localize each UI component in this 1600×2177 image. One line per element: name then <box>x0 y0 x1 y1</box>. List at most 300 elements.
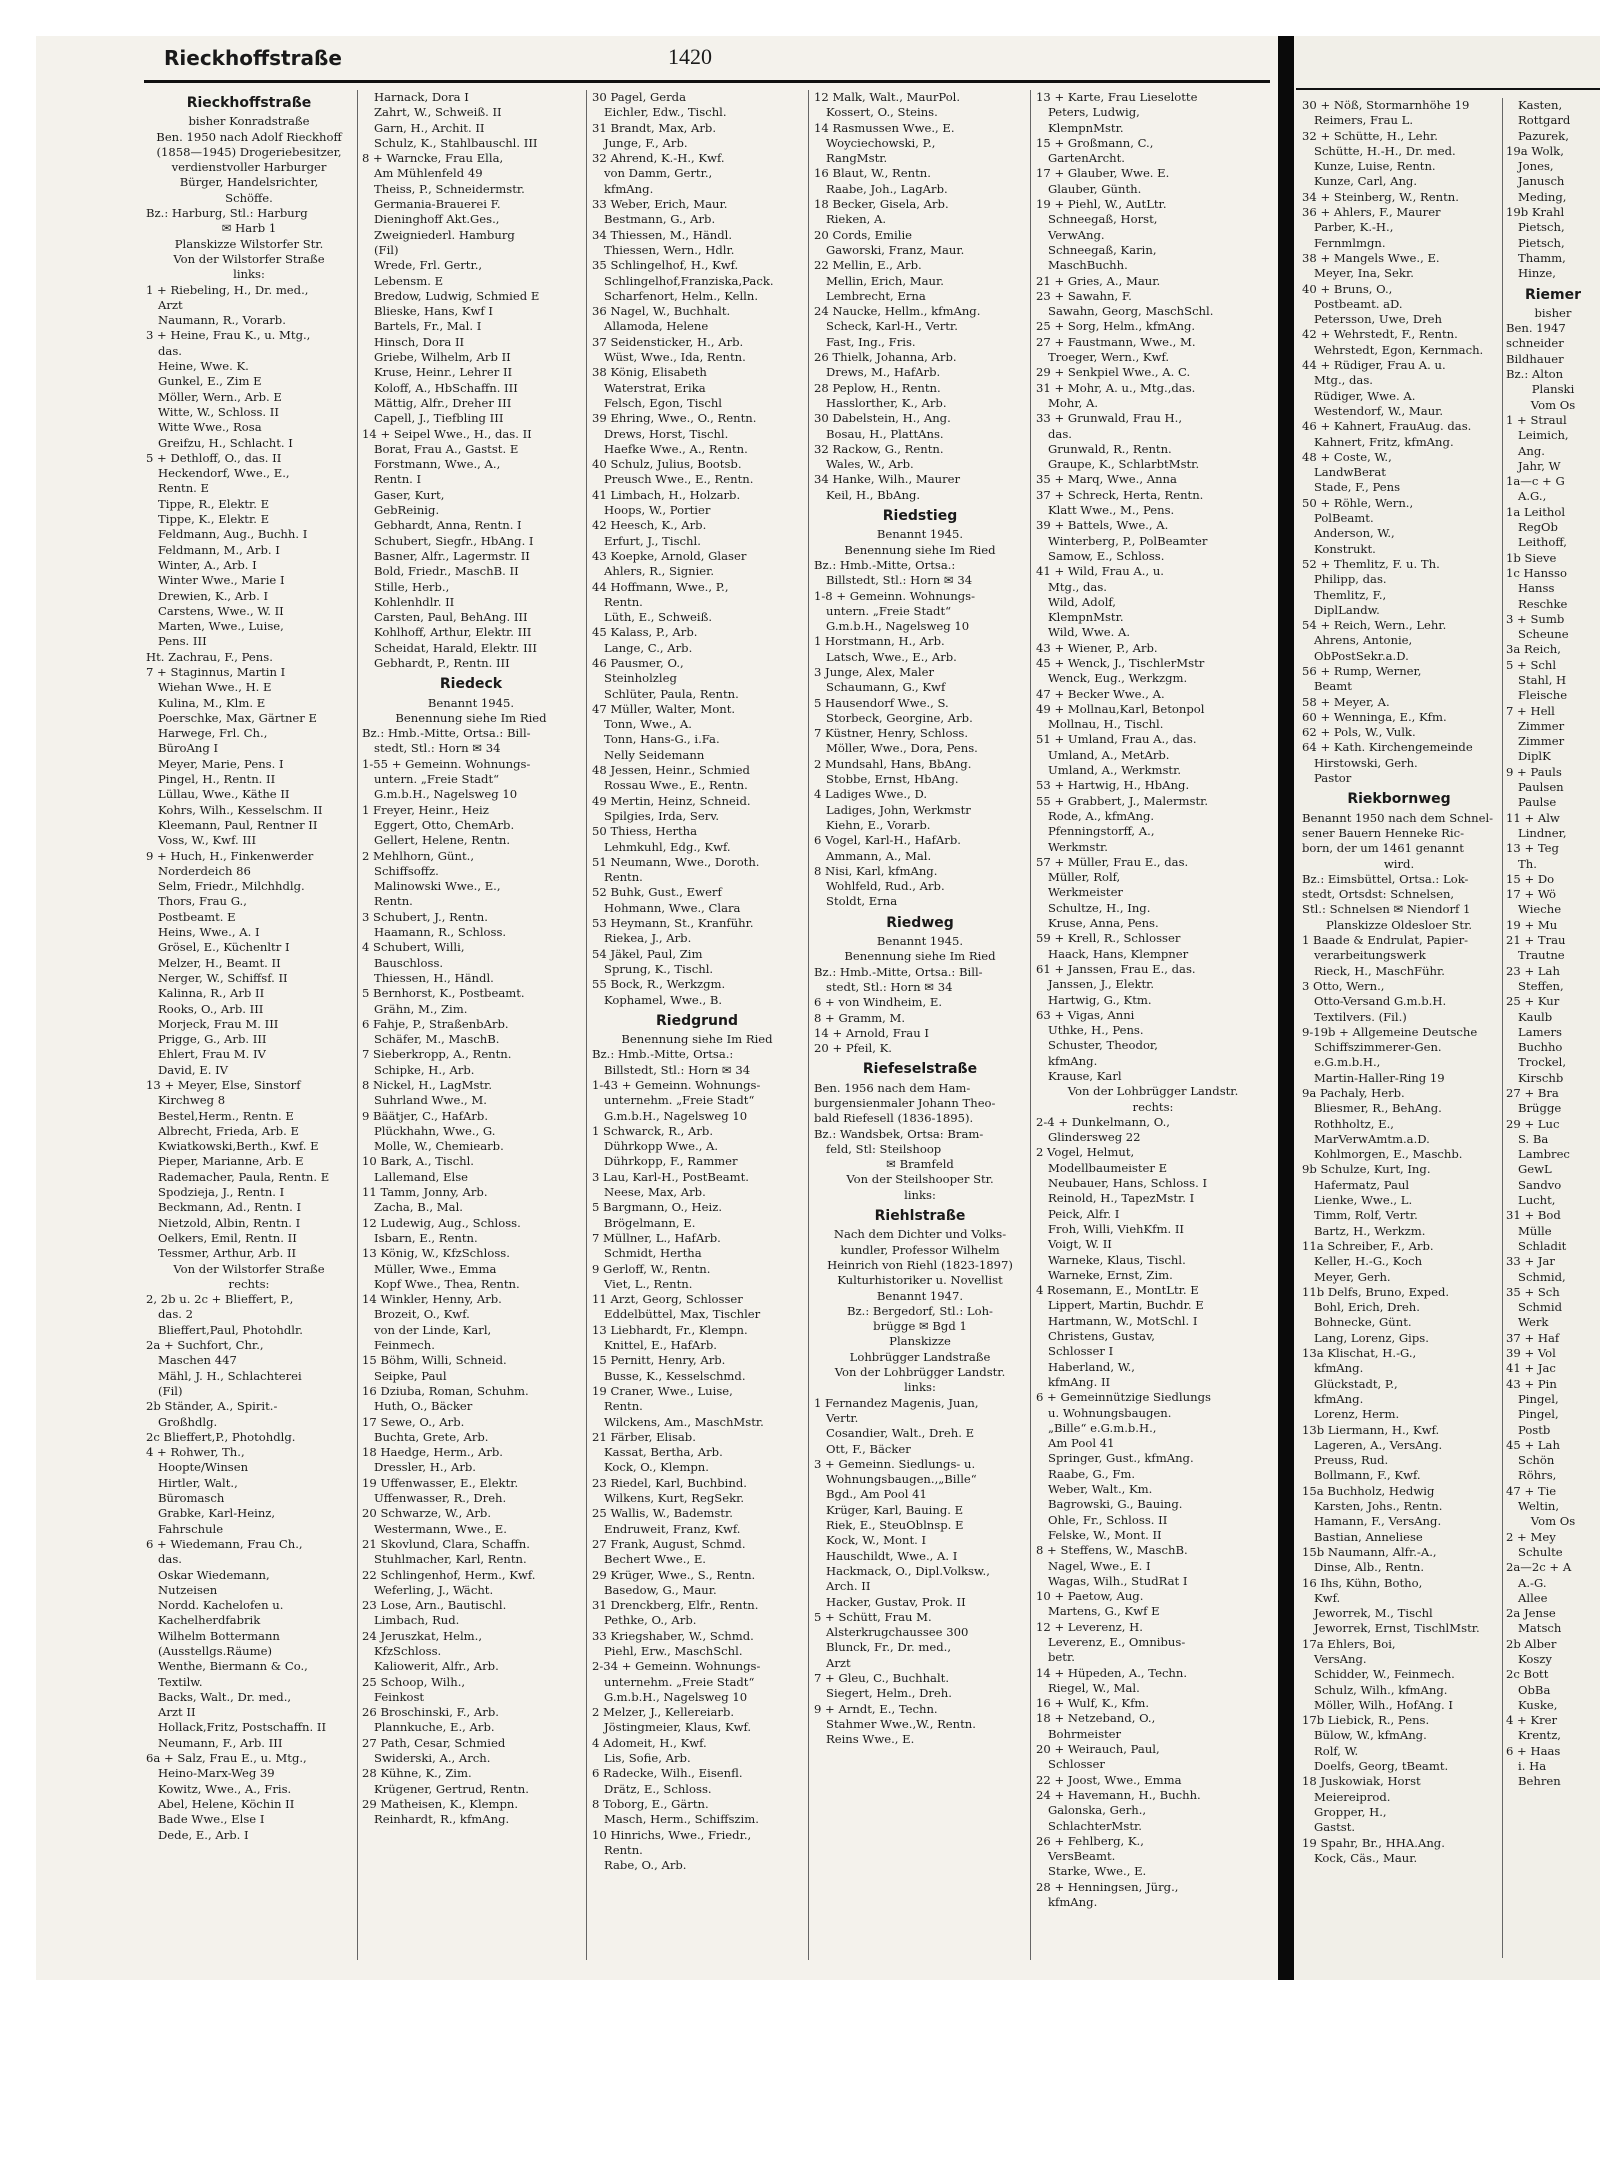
directory-entry-line: Ben. 1947 <box>1506 321 1566 336</box>
directory-entry-line: PolBeamt. <box>1314 511 1374 526</box>
directory-entry-line: Leithoff, <box>1518 535 1567 550</box>
directory-entry-line: Mättig, Alfr., Dreher III <box>374 395 512 410</box>
directory-entry-line: 1a Leithol <box>1506 504 1566 519</box>
directory-entry-line: Jeworrek, M., Tischl <box>1314 1606 1433 1621</box>
directory-entry-line: Lienke, Wwe., L. <box>1314 1193 1413 1208</box>
directory-entry-line: Blunck, Fr., Dr. med., <box>826 1640 951 1655</box>
directory-entry-line: 24 Jeruszkat, Helm., <box>362 1628 483 1643</box>
directory-entry-line: Reinold, H., TapezMstr. I <box>1048 1191 1195 1206</box>
directory-entry-line: Brügge <box>1518 1101 1562 1116</box>
directory-entry-line: Bz.: Hmb.-Mitte, Ortsa.: Bill- <box>814 964 983 979</box>
directory-entry-line: kfmAng. <box>1314 1361 1364 1376</box>
directory-entry-line: 55 Bock, R., Werkzgm. <box>592 977 726 992</box>
directory-entry-line: 4 Schubert, Willi, <box>362 940 465 955</box>
directory-entry-line: 62 + Pols, W., Vulk. <box>1302 725 1416 740</box>
directory-entry-line: Wilhelm Bottermann <box>158 1628 280 1643</box>
directory-entry-line: A.-G. <box>1518 1575 1547 1590</box>
directory-entry-line: Schneegaß, Karin, <box>1048 242 1157 257</box>
directory-entry-line: Allamoda, Helene <box>604 319 709 334</box>
directory-entry-line: Lallemand, Else <box>374 1169 469 1184</box>
directory-entry-line: Lorenz, Herm. <box>1314 1407 1400 1422</box>
directory-entry-line: Ammann, A., Mal. <box>826 848 932 863</box>
directory-entry-line: 1-43 + Gemeinn. Wohnungs- <box>592 1078 761 1092</box>
directory-entry-line: Oskar Wiedemann, <box>158 1567 270 1582</box>
directory-entry-line: 39 + Battels, Wwe., A. <box>1036 518 1169 533</box>
directory-entry-line: 2 Vogel, Helmut, <box>1036 1145 1135 1160</box>
directory-entry-line: Fleische <box>1518 688 1568 703</box>
directory-entry-line: Huth, O., Bäcker <box>374 1399 473 1414</box>
directory-entry-line: Bestel,Herm., Rentn. E <box>158 1108 294 1123</box>
directory-entry-line: 15 + Großmann, C., <box>1036 135 1154 150</box>
directory-entry-line: 28 Peplow, H., Rentn. <box>814 380 941 395</box>
directory-entry-line: Kaulb <box>1518 1009 1553 1024</box>
directory-entry-line: Schlingelhof,Franziska,Pack. <box>604 273 774 288</box>
directory-entry-line: Schubert, Siegfr., HbAng. I <box>374 533 534 548</box>
directory-entry-line: 5 Hausendorf Wwe., S. <box>814 695 949 710</box>
directory-entry-line: Martin-Haller-Ring 19 <box>1314 1070 1445 1085</box>
directory-entry-line: Behren <box>1518 1774 1561 1789</box>
directory-entry-line: Bollmann, F., Kwf. <box>1314 1468 1421 1483</box>
directory-entry-line: Knittel, E., HafArb. <box>604 1338 717 1353</box>
directory-entry-line: Doelfs, Georg, tBeamt. <box>1314 1759 1449 1774</box>
directory-entry-line: 33 + Jar <box>1506 1254 1555 1269</box>
directory-entry-line: Glückstadt, P., <box>1314 1376 1398 1391</box>
directory-entry-line: 8 + Gramm, M. <box>814 1010 906 1025</box>
directory-entry-line: Spilgies, Irda, Serv. <box>604 808 720 823</box>
directory-entry-line: David, E. IV <box>158 1062 229 1077</box>
directory-entry-line: 17 + Glauber, Wwe. E. <box>1036 166 1170 181</box>
directory-entry-line: VersBeamt. <box>1048 1849 1116 1864</box>
directory-entry-line: Wagas, Wilh., StudRat I <box>1048 1573 1188 1588</box>
directory-entry-line: 20 Schwarze, W., Arb. <box>362 1506 492 1521</box>
directory-column-2 <box>362 90 580 1828</box>
directory-entry-line: 43 + Pin <box>1506 1376 1557 1391</box>
directory-entry-line: 12 + Leverenz, H. <box>1036 1619 1143 1634</box>
directory-entry-line: Von der Wilstorfer Straße <box>173 1261 325 1276</box>
directory-entry-line: Pens. III <box>158 634 207 649</box>
directory-entry-line: 37 Seidensticker, H., Arb. <box>592 334 744 349</box>
scan-margin <box>0 1980 1600 2177</box>
directory-entry-line: 46 Pausmer, O., <box>592 655 684 670</box>
street-heading: Riedstieg <box>882 508 958 525</box>
directory-entry-line: 6 Fahje, P., StraßenbArb. <box>362 1016 509 1031</box>
directory-entry-line: 20 Cords, Emilie <box>814 227 913 242</box>
directory-entry-line: G.m.b.H., Nagelsweg 10 <box>374 787 518 802</box>
directory-entry-line: u. Wohnungsbaugen. <box>1048 1405 1172 1420</box>
directory-entry-line: 2-34 + Gemeinn. Wohnungs- <box>592 1659 761 1674</box>
directory-entry-line: 15 Pernitt, Henry, Arb. <box>592 1353 726 1368</box>
directory-entry-line: 38 + Mangels Wwe., E. <box>1302 250 1440 265</box>
directory-entry-line: Benennung siehe Im Ried <box>844 542 996 557</box>
directory-entry-line: schneider <box>1506 336 1564 351</box>
directory-entry-line: von der Linde, Karl, <box>374 1322 492 1337</box>
directory-entry-line: Albrecht, Frieda, Arb. E <box>158 1123 299 1138</box>
directory-entry-line: 6a + Salz, Frau E., u. Mtg., <box>146 1751 307 1766</box>
directory-entry-line: 6 + Haas <box>1506 1743 1561 1758</box>
directory-entry-line: Lohbrügger Landstraße <box>849 1349 991 1364</box>
directory-entry-line: Rothholtz, E., <box>1314 1116 1394 1131</box>
directory-entry-line: Planskizze <box>889 1334 951 1349</box>
directory-entry-line: Limbach, Rud. <box>374 1613 460 1628</box>
directory-entry-line: Planskizze Wilstorfer Str. <box>174 236 324 251</box>
directory-entry-line: 27 + Faustmann, Wwe., M. <box>1036 334 1196 349</box>
directory-entry-line: Nordd. Kachelofen u. <box>158 1598 284 1613</box>
directory-entry-line: 17b Liebick, R., Pens. <box>1302 1713 1430 1728</box>
directory-entry-line: Endruweit, Franz, Kwf. <box>604 1521 741 1536</box>
directory-entry-line: 35 Schlingelhof, H., Kwf. <box>592 258 739 273</box>
directory-entry-line: das. <box>158 1552 182 1567</box>
directory-entry-line: Nach dem Dichter und Volks- <box>833 1227 1007 1242</box>
directory-entry-line: stedt, Ortsdst: Schnelsen, <box>1302 887 1455 902</box>
directory-entry-line: Nietzold, Albin, Rentn. I <box>158 1215 301 1230</box>
directory-entry-line: Zimmer <box>1518 718 1565 733</box>
directory-entry-line: BüroAng I <box>158 741 219 756</box>
directory-entry-line: 52 + Themlitz, F. u. Th. <box>1302 556 1440 571</box>
directory-entry-line: Uffenwasser, R., Dreh. <box>374 1491 507 1506</box>
directory-entry-line: 59 + Krell, R., Schlosser <box>1036 931 1181 946</box>
directory-entry-line: Schäfer, M., MaschB. <box>374 1032 500 1047</box>
directory-entry-line: Raabe, Joh., LagArb. <box>826 181 948 196</box>
directory-entry-line: Brozeit, O., Kwf. <box>374 1307 470 1322</box>
directory-entry-line: 33 Kriegshaber, W., Schmd. <box>592 1628 754 1643</box>
directory-entry-line: Felsch, Egon, Tischl <box>604 395 723 410</box>
directory-entry-line: stedt, Stl.: Horn ✉ 34 <box>826 979 953 994</box>
directory-entry-line: Garn, H., Archit. II <box>374 120 485 135</box>
directory-entry-line: Wenck, Eug., Werkzgm. <box>1048 671 1188 686</box>
directory-entry-line: Ben. 1956 nach dem Ham- <box>814 1080 971 1095</box>
directory-entry-line: bald Riefesell (1836-1895). <box>814 1111 974 1126</box>
directory-entry-line: Gebhardt, Anna, Rentn. I <box>374 518 522 533</box>
directory-entry-line: stedt, Stl.: Horn ✉ 34 <box>374 741 501 756</box>
directory-entry-line: 1 + Riebeling, H., Dr. med., <box>146 282 309 297</box>
directory-entry-line: Th. <box>1518 856 1537 871</box>
directory-entry-line: Bagrowski, G., Bauing. <box>1048 1497 1183 1512</box>
directory-entry-line: Samow, E., Schloss. <box>1048 548 1165 563</box>
directory-entry-line: Norderdeich 86 <box>158 863 251 878</box>
directory-entry-line: Trockel, <box>1518 1055 1567 1070</box>
directory-entry-line: Stille, Herb., <box>374 579 450 594</box>
directory-entry-line: Schmidt, Hertha <box>604 1246 702 1261</box>
directory-entry-line: Pastor <box>1314 771 1352 786</box>
directory-entry-line: Siegert, Helm., Dreh. <box>826 1686 952 1701</box>
directory-entry-line: Marten, Wwe., Luise, <box>158 619 284 634</box>
directory-entry-line: 25 + Sorg, Helm., kfmAng. <box>1036 319 1196 334</box>
directory-entry-line: Heino-Marx-Weg 39 <box>158 1766 275 1781</box>
directory-entry-line: das. <box>158 343 182 358</box>
directory-entry-line: Bz.: Hmb.-Mitte, Ortsa.: <box>814 557 956 572</box>
directory-entry-line: 3 + Heine, Frau K., u. Mtg., <box>146 328 311 343</box>
directory-entry-line: 45 + Lah <box>1506 1437 1560 1452</box>
directory-entry-line: 11a Schreiber, F., Arb. <box>1302 1238 1434 1253</box>
directory-entry-line: Wild, Adolf, <box>1048 594 1116 609</box>
directory-entry-line: 8 Nisi, Karl, kfmAng. <box>814 863 938 878</box>
directory-entry-line: Lebensm. E <box>374 273 444 288</box>
directory-entry-line: Kohlhoff, Arthur, Elektr. III <box>374 625 532 640</box>
directory-entry-line: 17 Sewe, O., Arb. <box>362 1414 465 1429</box>
directory-entry-line: 1 Baade & Endrulat, Papier- <box>1302 933 1469 948</box>
directory-entry-line: Christens, Gustav, <box>1048 1329 1155 1344</box>
directory-entry-line: Schuster, Theodor, <box>1048 1038 1158 1053</box>
directory-entry-line: Neumann, F., Arb. III <box>158 1735 283 1750</box>
directory-entry-line: 48 Jessen, Heinr., Schmied <box>592 763 750 778</box>
directory-entry-line: 50 Thiess, Hertha <box>592 824 698 839</box>
directory-entry-line: Westendorf, W., Maur. <box>1314 403 1444 418</box>
directory-entry-line: Westermann, Wwe., E. <box>374 1521 507 1536</box>
directory-entry-line: Hoops, W., Portier <box>604 503 711 518</box>
directory-entry-line: Plückhahn, Wwe., G. <box>374 1123 496 1138</box>
directory-entry-line: Pethke, O., Arb. <box>604 1613 697 1628</box>
directory-entry-line: 15a Buchholz, Hedwig <box>1302 1483 1435 1498</box>
directory-entry-line: 6 Vogel, Karl-H., HafArb. <box>814 833 961 848</box>
directory-entry-line: Röhrs, <box>1518 1468 1557 1483</box>
directory-entry-line: Woyciechowski, P., <box>826 135 936 150</box>
directory-entry-line: Möller, Wern., Arb. E <box>158 389 282 404</box>
directory-column-5 <box>1036 90 1270 1910</box>
directory-entry-line: Modellbaumeister E <box>1048 1160 1168 1175</box>
directory-entry-line: Postbeamt. aD. <box>1314 296 1403 311</box>
directory-entry-line: Parber, K.-H., <box>1314 220 1394 235</box>
directory-entry-line: unternehm. „Freie Stadt“ <box>604 1093 755 1108</box>
directory-entry-line: Ladiges, John, Werkmstr <box>826 802 971 817</box>
directory-entry-line: Leverenz, E., Omnibus- <box>1048 1634 1186 1649</box>
directory-entry-line: 47 + Tie <box>1506 1483 1557 1498</box>
directory-entry-line: 54 + Reich, Wern., Lehr. <box>1302 618 1447 633</box>
directory-entry-line: 7 Müllner, L., HafArb. <box>592 1230 721 1245</box>
directory-entry-line: Wild, Wwe. A. <box>1048 625 1131 640</box>
directory-entry-line: Hinze, <box>1518 266 1556 281</box>
directory-entry-line: Grähn, M., Zim. <box>374 1001 468 1016</box>
directory-entry-line: 7 Küstner, Henry, Schloss. <box>814 726 969 741</box>
directory-entry-line: 3 Otto, Wern., <box>1302 978 1385 993</box>
directory-entry-line: Anderson, W., <box>1314 526 1395 541</box>
directory-entry-line: Kiehn, E., Vorarb. <box>826 817 931 832</box>
directory-entry-line: Bauschloss. <box>374 955 444 970</box>
directory-entry-line: 15 + Do <box>1506 871 1555 886</box>
directory-entry-line: 4 Ladiges Wwe., D. <box>814 787 928 802</box>
directory-entry-line: 56 + Rump, Werner, <box>1302 663 1422 678</box>
street-heading: Riefeselstraße <box>862 1061 978 1078</box>
directory-entry-line: Arzt <box>158 297 183 312</box>
directory-entry-line: 53 + Hartwig, H., HbAng. <box>1036 778 1190 793</box>
directory-entry-line: Arzt <box>826 1655 851 1670</box>
directory-entry-line: Kirschb <box>1518 1070 1564 1085</box>
directory-entry-line: Weltin, <box>1518 1499 1560 1514</box>
directory-entry-line: Gellert, Helene, Rentn. <box>374 833 511 848</box>
directory-entry-line: Pingel, <box>1518 1407 1559 1422</box>
directory-entry-line: Planskizze Oldesloer Str. <box>1325 917 1473 932</box>
directory-entry-line: Mellin, Erich, Maur. <box>826 273 944 288</box>
directory-entry-line: 27 Frank, August, Schmd. <box>592 1536 746 1551</box>
directory-entry-line: Karsten, Johs., Rentn. <box>1314 1499 1443 1514</box>
directory-entry-line: Textilw. <box>158 1674 203 1689</box>
directory-entry-line: Bz.: Harburg, Stl.: Harburg <box>146 206 308 221</box>
directory-entry-line: verdienstvoller Harburger <box>171 160 327 175</box>
directory-entry-line: Wohlfeld, Rud., Arb. <box>826 879 945 894</box>
directory-entry-line: Nelly Seidemann <box>604 747 705 762</box>
directory-entry-line: Felske, W., Mont. II <box>1048 1527 1162 1542</box>
directory-entry-line: Heins, Wwe., A. I <box>158 925 260 940</box>
directory-entry-line: kfmAng. <box>604 181 654 196</box>
directory-entry-line: 49 Mertin, Heinz, Schneid. <box>592 793 751 808</box>
directory-entry-line: 30 Dabelstein, H., Ang. <box>814 411 951 426</box>
directory-entry-line: verarbeitungswerk <box>1314 948 1426 963</box>
directory-entry-line: Hollack,Fritz, Postschaffn. II <box>158 1720 327 1735</box>
directory-entry-line: Harwege, Frl. Ch., <box>158 726 268 741</box>
directory-entry-line: e.G.m.b.H., <box>1314 1055 1381 1070</box>
directory-column-1 <box>146 90 352 1843</box>
directory-entry-line: Glauber, Günth. <box>1048 181 1142 196</box>
directory-entry-line: Galonska, Gerh., <box>1048 1803 1147 1818</box>
directory-entry-line: Winter Wwe., Marie I <box>158 573 285 588</box>
directory-entry-line: 39 + Vol <box>1506 1346 1556 1361</box>
directory-entry-line: Hanss <box>1518 581 1555 596</box>
directory-entry-line: Nutzeisen <box>158 1582 218 1597</box>
directory-entry-line: Jeworrek, Ernst, TischlMstr. <box>1314 1621 1480 1636</box>
directory-entry-line: Nerger, W., Schiffsf. II <box>158 970 288 985</box>
directory-entry-line: Winterberg, P., PolBeamter <box>1048 533 1208 548</box>
directory-entry-line: 9a Pachaly, Herb. <box>1302 1086 1405 1100</box>
directory-entry-line: Peick, Alfr. I <box>1048 1206 1120 1221</box>
directory-entry-line: 33 + Grunwald, Frau H., <box>1036 411 1183 426</box>
directory-entry-line: 15 Böhm, Willi, Schneid. <box>362 1353 507 1368</box>
directory-entry-line: Swiderski, A., Arch. <box>374 1751 491 1766</box>
directory-entry-line: Schulz, K., Stahlbauschl. III <box>374 135 538 150</box>
directory-entry-line: 21 Färber, Elisab. <box>592 1429 696 1444</box>
directory-entry-line: 23 Riedel, Karl, Buchbind. <box>592 1475 747 1490</box>
directory-entry-line: Matsch <box>1518 1621 1562 1636</box>
directory-entry-line: 2a Jense <box>1506 1606 1556 1621</box>
directory-entry-line: Ott, F., Bäcker <box>826 1441 911 1456</box>
directory-entry-line: Prigge, G., Arb. III <box>158 1032 267 1047</box>
directory-entry-line: 17 + Wö <box>1506 887 1556 902</box>
directory-entry-line: Bredow, Ludwig, Schmied E <box>374 288 540 303</box>
directory-entry-line: Junge, F., Arb. <box>604 135 688 150</box>
directory-entry-line: 26 Broschinski, F., Arb. <box>362 1705 499 1720</box>
directory-entry-line: das. 2 <box>158 1307 194 1322</box>
directory-entry-line: Werk <box>1518 1315 1549 1330</box>
directory-entry-line: Rabe, O., Arb. <box>604 1858 687 1873</box>
directory-entry-line: Scheidat, Harald, Elektr. III <box>374 640 537 655</box>
directory-entry-line: 43 Koepke, Arnold, Glaser <box>592 548 747 563</box>
directory-entry-line: 31 Brandt, Max, Arb. <box>592 120 717 135</box>
directory-entry-line: Dührkopp, F., Rammer <box>604 1154 738 1169</box>
directory-entry-line: Reins Wwe., E. <box>826 1732 915 1747</box>
directory-entry-line: Mtg., das. <box>1314 373 1373 388</box>
directory-entry-line: Rentn. <box>604 870 643 885</box>
directory-entry-line: 19b Krahl <box>1506 205 1565 220</box>
directory-entry-line: 9-19b + Allgemeine Deutsche <box>1302 1024 1478 1039</box>
directory-entry-line: Rentn. <box>604 1842 643 1857</box>
directory-entry-line: links: <box>233 267 265 282</box>
directory-entry-line: Harnack, Dora I <box>374 90 469 104</box>
directory-entry-line: Kunze, Luise, Rentn. <box>1314 159 1436 174</box>
directory-entry-line: Timm, Rolf, Vertr. <box>1314 1208 1418 1223</box>
directory-entry-line: 31 + Bod <box>1506 1208 1561 1223</box>
directory-entry-line: Bz.: Wandsbek, Ortsa: Bram- <box>814 1126 984 1141</box>
directory-entry-line: Kruse, Anna, Pens. <box>1048 916 1159 931</box>
directory-entry-line: Schütte, H.-H., Dr. med. <box>1314 143 1456 158</box>
directory-entry-line: Krentz, <box>1518 1728 1561 1743</box>
directory-entry-line: Hoopte/Winsen <box>158 1460 249 1475</box>
directory-entry-line: 21 Skovlund, Clara, Schaffn. <box>362 1536 530 1551</box>
directory-entry-line: Zahrt, W., Schweiß. II <box>374 105 502 120</box>
directory-entry-line: 2b Alber <box>1506 1636 1557 1651</box>
directory-entry-line: 14 + Arnold, Frau I <box>814 1025 929 1040</box>
directory-entry-line: 64 + Kath. Kirchengemeinde <box>1302 740 1473 755</box>
directory-entry-line: das. <box>1048 426 1072 441</box>
directory-entry-line: Voss, W., Kwf. III <box>158 833 257 848</box>
directory-entry-line: GewL <box>1518 1162 1552 1177</box>
directory-entry-line: 6 Radecke, Wilh., Eisenfl. <box>592 1766 743 1781</box>
directory-entry-line: Kohlenhdlr. II <box>374 594 455 609</box>
directory-entry-line: 6 + Wiedemann, Frau Ch., <box>146 1536 303 1551</box>
directory-entry-line: Nagel, Wwe., E. I <box>1048 1558 1151 1573</box>
directory-entry-line: ✉ Bramfeld <box>886 1157 954 1172</box>
directory-entry-line: Umland, A., MetArb. <box>1048 747 1170 762</box>
right-page-column-2 <box>1506 98 1600 1790</box>
directory-entry-line: 2 Mundsahl, Hans, BbAng. <box>814 756 972 771</box>
directory-entry-line: Froh, Willi, ViehKfm. II <box>1048 1221 1184 1236</box>
directory-entry-line: 22 Schlingenhof, Herm., Kwf. <box>362 1567 536 1582</box>
directory-entry-line: bisher Konradstraße <box>188 114 310 129</box>
directory-entry-line: Pietsch, <box>1518 235 1565 250</box>
directory-entry-line: Latsch, Wwe., E., Arb. <box>826 649 957 664</box>
directory-entry-line: Grunwald, R., Rentn. <box>1048 441 1172 456</box>
directory-entry-line: Steffen, <box>1518 978 1564 993</box>
directory-entry-line: 61 + Janssen, Frau E., das. <box>1036 961 1196 976</box>
directory-entry-line: 2a + Suchfort, Chr., <box>146 1338 264 1353</box>
directory-entry-line: Wilckens, Am., MaschMstr. <box>604 1414 764 1429</box>
directory-entry-line: Bürger, Handelsrichter, <box>179 175 319 190</box>
directory-entry-line: 4 + Krer <box>1506 1713 1558 1728</box>
directory-entry-line: 9b Schulze, Kurt, Ing. <box>1302 1162 1431 1177</box>
directory-entry-line: Greifzu, H., Schlacht. I <box>158 435 293 450</box>
directory-entry-line: Thiessen, Wern., Hdlr. <box>604 242 735 257</box>
directory-entry-line: Suhrland Wwe., M. <box>374 1093 487 1108</box>
right-page-column-1 <box>1302 98 1496 1866</box>
directory-entry-line: Grabke, Karl-Heinz, <box>158 1506 276 1521</box>
directory-entry-line: Scharfenort, Helm., Kelln. <box>604 288 759 303</box>
directory-entry-line: Lamers <box>1518 1024 1562 1039</box>
directory-entry-line: Koloff, A., HbSchaffn. III <box>374 380 518 395</box>
directory-entry-line: Gastst. <box>1314 1820 1356 1835</box>
directory-entry-line: Hauschildt, Wwe., A. I <box>826 1548 958 1563</box>
directory-column-3 <box>592 90 802 1873</box>
directory-entry-line: rechts: <box>228 1276 270 1291</box>
directory-entry-line: Kock, Cäs., Maur. <box>1314 1850 1418 1865</box>
directory-entry-line: Trautne <box>1518 948 1565 963</box>
directory-entry-line: Billstedt, Stl.: Horn ✉ 34 <box>826 573 973 588</box>
directory-entry-line: Backs, Walt., Dr. med., <box>158 1689 292 1704</box>
directory-entry-line: Warneke, Klaus, Tischl. <box>1048 1252 1186 1267</box>
directory-entry-line: Heckendorf, Wwe., E., <box>158 466 290 481</box>
directory-entry-line: Lange, C., Arb. <box>604 640 693 655</box>
directory-entry-line: Springer, Gust., kfmAng. <box>1048 1451 1194 1466</box>
directory-entry-line: Melzer, H., Beamt. II <box>158 955 281 970</box>
directory-entry-line: Themlitz, F., <box>1314 587 1387 602</box>
directory-entry-line: 53 Heymann, St., Kranführ. <box>592 916 754 931</box>
directory-entry-line: 46 + Kahnert, FrauAug. das. <box>1302 419 1472 434</box>
directory-entry-line: Wales, W., Arb. <box>826 457 914 472</box>
directory-entry-line: Kock, O., Klempn. <box>604 1460 709 1475</box>
directory-entry-line: Kopf Wwe., Thea, Rentn. <box>374 1276 520 1291</box>
directory-entry-line: 11 Tamm, Jonny, Arb. <box>362 1185 488 1200</box>
directory-entry-line: 11 + Alw <box>1506 810 1560 825</box>
directory-entry-line: Kunze, Carl, Ang. <box>1314 174 1418 189</box>
directory-entry-line: Preuss, Rud. <box>1314 1453 1389 1468</box>
directory-entry-line: 54 Jäkel, Paul, Zim <box>592 946 703 961</box>
directory-entry-line: 43 + Wiener, P., Arb. <box>1036 640 1158 655</box>
